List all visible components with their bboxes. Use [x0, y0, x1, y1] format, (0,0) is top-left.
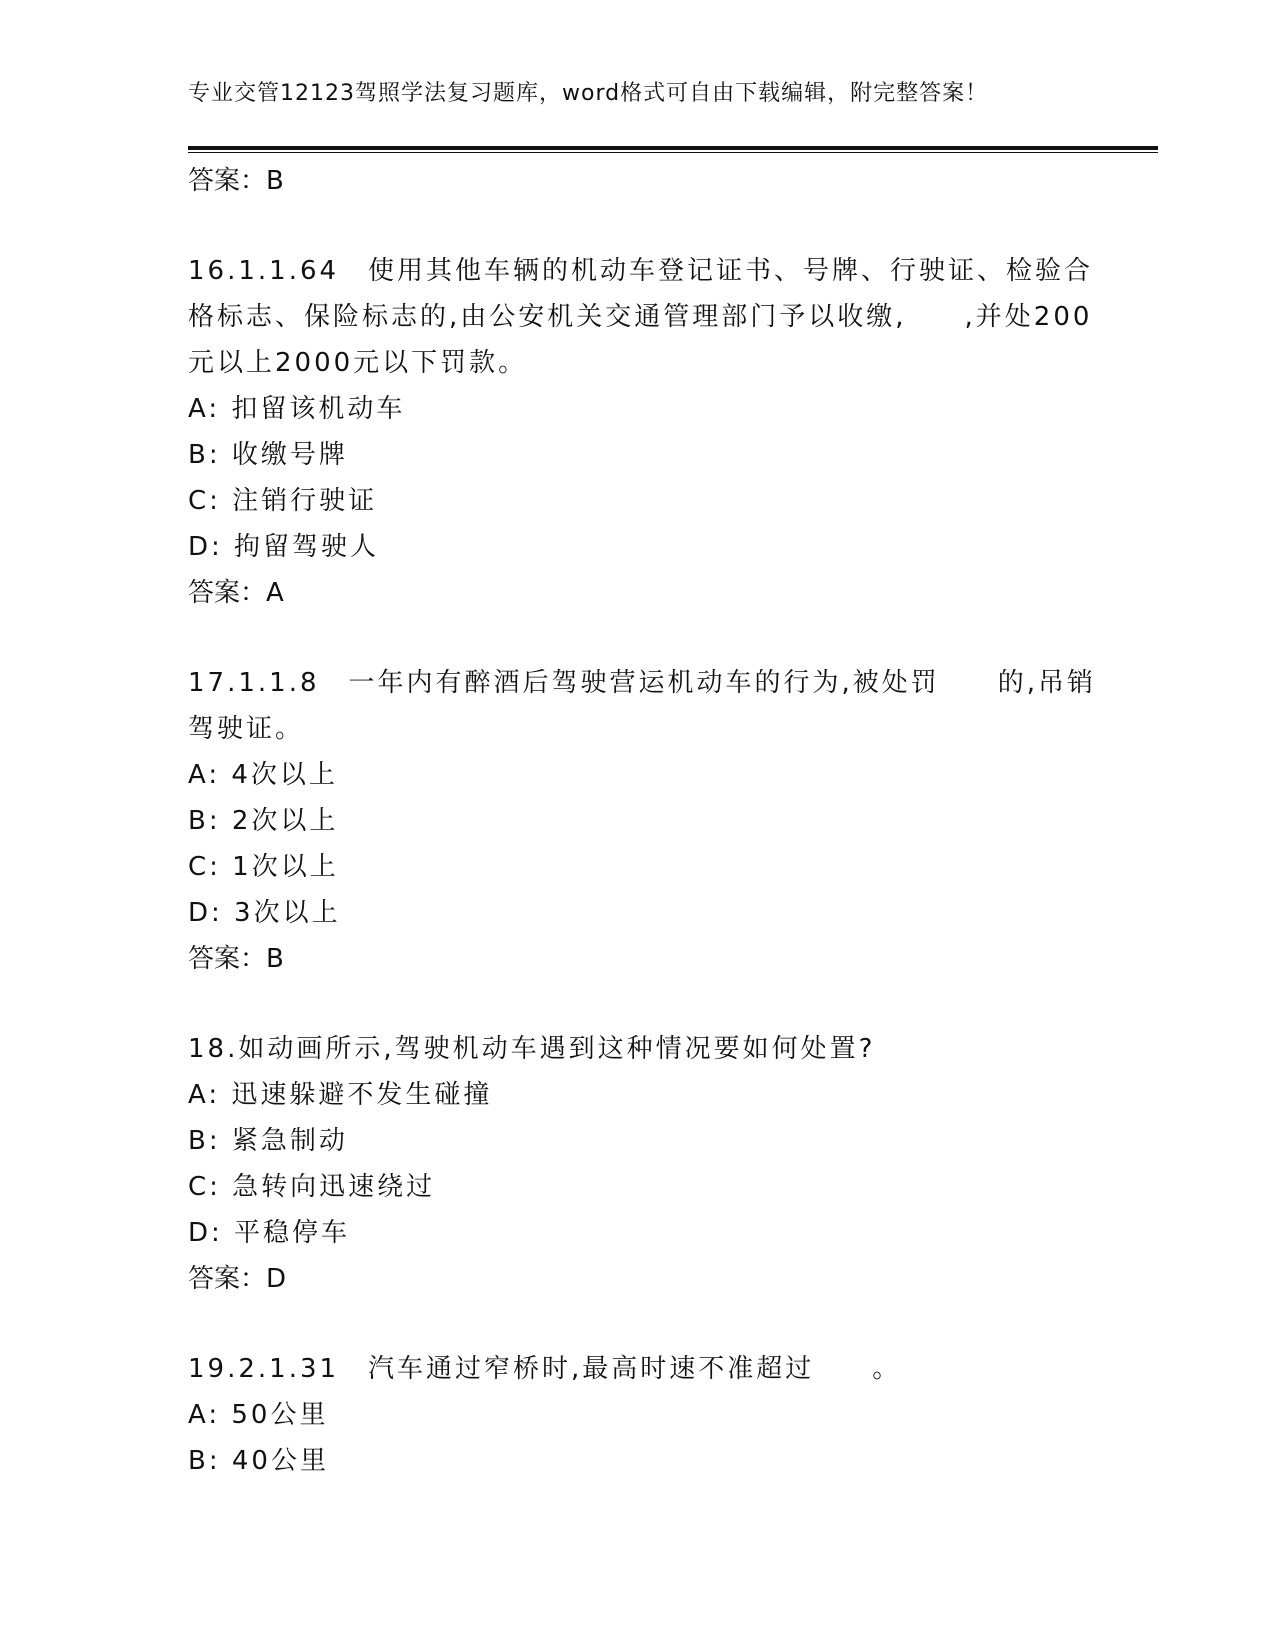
spacer — [188, 204, 1118, 248]
answer-line: 答案：A — [188, 578, 284, 608]
option-b: B: 2次以上 — [188, 806, 339, 836]
question-list — [188, 158, 1118, 1484]
header-rule-thin — [188, 152, 1158, 153]
question-19 — [188, 1346, 1118, 1484]
option-a: A: 迅速躲避不发生碰撞 — [188, 1080, 493, 1110]
option-d: D: 拘留驾驶人 — [188, 532, 380, 562]
spacer — [188, 1302, 1118, 1346]
question-16 — [188, 248, 1118, 616]
option-c: C: 急转向迅速绕过 — [188, 1172, 436, 1202]
option-d: D: 3次以上 — [188, 898, 341, 928]
option-a: A: 50公里 — [188, 1400, 329, 1430]
question-text: 19.2.1.31 汽车通过窄桥时,最高时速不准超过 。 — [188, 1354, 902, 1384]
answer-line: 答案：B — [188, 944, 284, 974]
page-header: 专业交管12123驾照学法复习题库，word格式可自由下载编辑，附完整答案！ — [188, 81, 989, 106]
spacer — [188, 982, 1118, 1026]
option-a: A: 扣留该机动车 — [188, 394, 406, 424]
option-b: B: 紧急制动 — [188, 1126, 348, 1156]
question-17 — [188, 660, 1118, 982]
answer-line: 答案：D — [188, 1264, 287, 1294]
question-text: 18.如动画所示,驾驶机动车遇到这种情况要如何处置? — [188, 1034, 876, 1064]
question-18 — [188, 1026, 1118, 1302]
option-c: C: 注销行驶证 — [188, 486, 378, 516]
question-text: 17.1.1.8 一年内有醉酒后驾驶营运机动车的行为,被处罚 的,吊销驾驶证。 — [188, 668, 1097, 744]
question-text: 16.1.1.64 使用其他车辆的机动车登记证书、号牌、行驶证、检验合格标志、保险标志的,由公安机关交通管理部门予以收缴, ,并处200元以上2000元以下罚款。 — [188, 256, 1094, 378]
spacer — [188, 616, 1118, 660]
header-rule-thick — [188, 146, 1158, 150]
answer-line: 答案：B — [188, 166, 284, 196]
option-b: B: 40公里 — [188, 1446, 329, 1476]
option-b: B: 收缴号牌 — [188, 440, 348, 470]
option-a: A: 4次以上 — [188, 760, 338, 790]
option-d: D: 平稳停车 — [188, 1218, 351, 1248]
option-c: C: 1次以上 — [188, 852, 339, 882]
